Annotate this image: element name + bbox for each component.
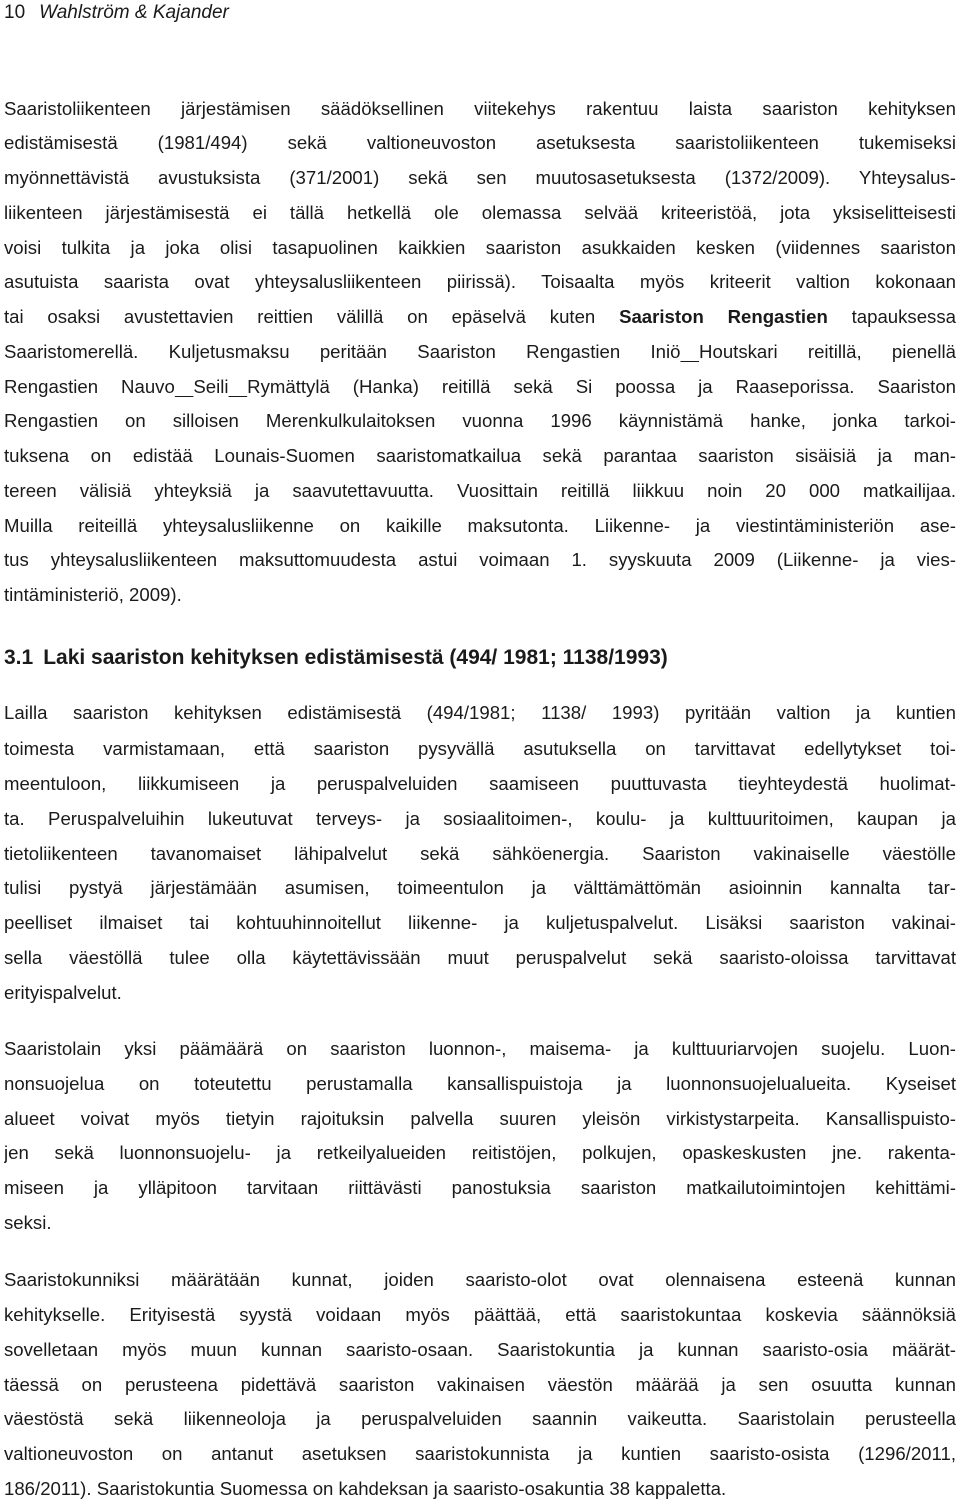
text-line: väestöstä sekä liikenneoloja ja peruspalveluiden saannin vaikeutta. Saaristolain perusteella xyxy=(4,1408,956,1429)
text-span: Saaristomerellä. Kuljetusmaksu peritään Saariston Rengastien Iniö xyxy=(4,341,681,362)
text-span: Houtskari xyxy=(699,341,778,362)
section-number: 3.1 xyxy=(4,646,34,669)
text-span: Seili xyxy=(193,376,229,397)
running-header xyxy=(4,2,229,24)
text-line: sella väestöllä tulee olla käytettävissään muut peruspalvelut sekä saaristo-oloissa tarvittavat xyxy=(4,947,956,968)
text-line: ta. Peruspalveluihin lukeutuvat terveys- ja sosiaalitoimen-, koulu- ja kulttuuritoimen, kaupan ja xyxy=(4,808,956,829)
text-line: jen sekä luonnonsuojelu- ja retkeilyalueiden reitistöjen, polkujen, opaskeskusten jne. rakenta- xyxy=(4,1142,956,1163)
text-line: Saaristokunniksi määrätään kunnat, joiden saaristo-olot ovat olennaisena esteenä kunnan xyxy=(4,1269,956,1290)
text-line xyxy=(4,341,956,363)
text-span: Rymättylä xyxy=(247,376,330,397)
text-line: nonsuojelua on toteutettu perustamalla kansallispuistoja ja luonnonsuojelualueita. Kyseiset xyxy=(4,1073,956,1094)
text-line: erityispalvelut. xyxy=(4,982,122,1003)
text-line: edistämisestä (1981/494) sekä valtioneuvoston asetuksesta saaristoliikenteen tukemiseksi xyxy=(4,132,956,153)
text-line: sovelletaan myös muun kunnan saaristo-osaan. Saaristokuntia ja kunnan saaristo-osia määrät- xyxy=(4,1339,956,1360)
text-line: peelliset ilmaiset tai kohtuuhinnoitellut liikenne- ja kuljetuspalvelut. Lisäksi saariston vakinai- xyxy=(4,912,956,933)
text-span: (Hanka) reitillä sekä Si poossa ja Raaseporissa. Saariston xyxy=(352,376,956,397)
section-heading xyxy=(4,646,668,670)
text-line: Rengastien on silloisen Merenkulkulaitoksen vuonna 1996 käynnistämä hanke, jonka tarkoi- xyxy=(4,410,956,431)
text-line: alueet voivat myös tietyin rajoituksin palvella suuren yleisön virkistystarpeita. Kansallispuisto- xyxy=(4,1108,956,1129)
text-line: kehitykselle. Erityisestä syystä voidaan myös päättää, että saaristokuntaa koskevia säännöksiä xyxy=(4,1304,956,1325)
text-line: tus yhteysalusliikenteen maksuttomuudesta astui voimaan 1. syyskuuta 2009 (Liikenne- ja vies- xyxy=(4,549,956,570)
page-number: 10 xyxy=(4,2,26,23)
text-line: Saaristoliikenteen järjestämisen säädöksellinen viitekehys rakentuu laista saariston kehityksen xyxy=(4,98,956,119)
text-span: tapauksessa xyxy=(851,306,956,327)
text-span: tai osaksi avustettavien reittien välillä on epäselvä kuten xyxy=(4,306,596,327)
text-line: tulisi pystyä järjestämään asumisen, toimeentulon ja välttämättömän asioinnin kannalta tar- xyxy=(4,877,956,898)
text-line: Lailla saariston kehityksen edistämisestä (494/1981; 1138/ 1993) pyritään valtion ja kuntien xyxy=(4,702,956,723)
text-line: meentuloon, liikkumiseen ja peruspalveluiden saamiseen puuttuvasta tieyhteydestä huolimat- xyxy=(4,773,956,794)
text-line: tintäministeriö, 2009). xyxy=(4,584,182,605)
route-separator xyxy=(680,341,699,362)
text-span: reitillä, pienellä xyxy=(807,341,956,362)
text-line xyxy=(4,376,956,398)
text-line: seksi. xyxy=(4,1212,52,1233)
route-separator xyxy=(229,376,248,397)
running-authors: Wahlström & Kajander xyxy=(39,2,229,23)
text-line: täessä on perusteena pidettävä saariston vakinaisen väestön määrää ja sen osuutta kunnan xyxy=(4,1374,956,1395)
text-line: asutuista saarista ovat yhteysalusliikenteen piirissä). Toisaalta myös kriteerit valtion kokonaan xyxy=(4,271,956,292)
bold-term: Saariston Rengastien xyxy=(619,306,828,327)
text-line: myönnettävistä avustuksista (371/2001) sekä sen muutosasetuksesta (1372/2009). Yhteysalus- xyxy=(4,167,956,188)
text-line: valtioneuvoston on antanut asetuksen saaristokunnista ja kuntien saaristo-osista (1296/2011, xyxy=(4,1443,956,1464)
text-line: liikenteen järjestämisestä ei tällä hetkellä ole olemassa selvää kriteeristöä, jota yksiselitteisesti xyxy=(4,202,956,223)
text-line: voisi tulkita ja joka olisi tasapuolinen kaikkien saariston asukkaiden kesken (viidennes saariston xyxy=(4,237,956,258)
section-title: Laki saariston kehityksen edistämisestä (494/ 1981; 1138/1993) xyxy=(43,646,668,669)
text-line: 186/2011). Saaristokuntia Suomessa on kahdeksan ja saaristo-osakuntia 38 kappaletta. xyxy=(4,1478,727,1499)
text-line: tietoliikenteen tavanomaiset lähipalvelut sekä sähköenergia. Saariston vakinaiselle väestölle xyxy=(4,843,956,864)
text-line xyxy=(4,306,956,328)
text-span: Rengastien Nauvo xyxy=(4,376,175,397)
text-line: Muilla reiteillä yhteysalusliikenne on kaikille maksutonta. Liikenne- ja viestintäministeriön ase- xyxy=(4,515,956,536)
text-line: miseen ja ylläpitoon tarvitaan riittävästi panostuksia saariston matkailutoimintojen kehittämi- xyxy=(4,1177,956,1198)
text-line: tereen välisiä yhteyksiä ja saavutettavuutta. Vuosittain reitillä liikkuu noin 20 000 matkailijaa. xyxy=(4,480,956,501)
text-line: Saaristolain yksi päämäärä on saariston luonnon-, maisema- ja kulttuuriarvojen suojelu. Luon- xyxy=(4,1038,956,1059)
text-line: toimesta varmistamaan, että saariston pysyvällä asutuksella on tarvittavat edellytykset toi- xyxy=(4,738,956,759)
text-line: tuksena on edistää Lounais-Suomen saaristomatkailua sekä parantaa saariston sisäisiä ja man- xyxy=(4,445,956,466)
route-separator xyxy=(175,376,194,397)
